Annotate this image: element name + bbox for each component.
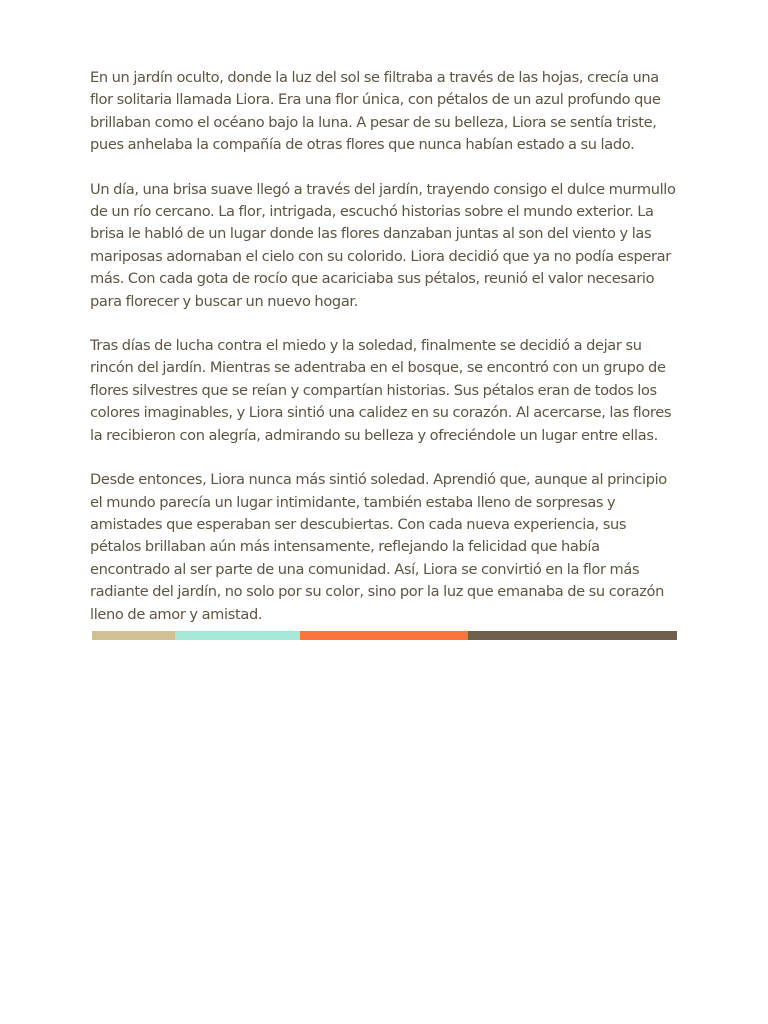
color-bar-segment-orange xyxy=(300,631,468,640)
decorative-color-bar xyxy=(92,631,677,640)
color-bar-segment-beige xyxy=(92,631,175,640)
color-bar-segment-mint xyxy=(175,631,300,640)
paragraph-2: Un día, una brisa suave llegó a través del jardín, trayendo consigo el dulce murmullo de un río cercano. La flor, intrigada, escuchó historias sobre el mundo exterior. La brisa le habló de un lugar donde las flores danzaban juntas al son del viento y las mariposas adornaban el cielo con su colorido. Liora decidió que ya no podía esperar más. Con cada gota de rocío que acariciaba sus pétalos, reunió el valor necesario para florecer y buscar un nuevo hogar. xyxy=(90,180,676,310)
color-bar-segment-brown xyxy=(468,631,677,640)
document-body xyxy=(90,67,680,626)
paragraph-1: En un jardín oculto, donde la luz del sol se filtraba a través de las hojas, crecía una flor solitaria llamada Liora. Era una flor única, con pétalos de un azul profundo que brillaban como el océano bajo la luna. A pesar de su belleza, Liora se sentía triste, pues anhelaba la compañía de otras flores que nunca habían estado a su lado. xyxy=(90,69,661,154)
paragraph-4: Desde entonces, Liora nunca más sintió soledad. Aprendió que, aunque al principio el mundo parecía un lugar intimidante, también estaba lleno de sorpresas y amistades que esperaban ser descubiertas. Con cada nueva experiencia, sus pétalos brillaban aún más intensamente, reflejando la felicidad que había encontrado al ser parte de una comunidad. Así, Liora se convirtió en la flor más radiante del jardín, no solo por su color, sino por la luz que emanaba de su corazón lleno de amor y amistad. xyxy=(90,471,667,623)
paragraph-3: Tras días de lucha contra el miedo y la soledad, finalmente se decidió a dejar su rincón del jardín. Mientras se adentraba en el bosque, se encontró con un grupo de flores silvestres que se reían y compartían historias. Sus pétalos eran de todos los colores imaginables, y Liora sintió una calidez en su corazón. Al acercarse, las flores la recibieron con alegría, admirando su belleza y ofreciéndole un lugar entre ellas. xyxy=(90,337,672,444)
